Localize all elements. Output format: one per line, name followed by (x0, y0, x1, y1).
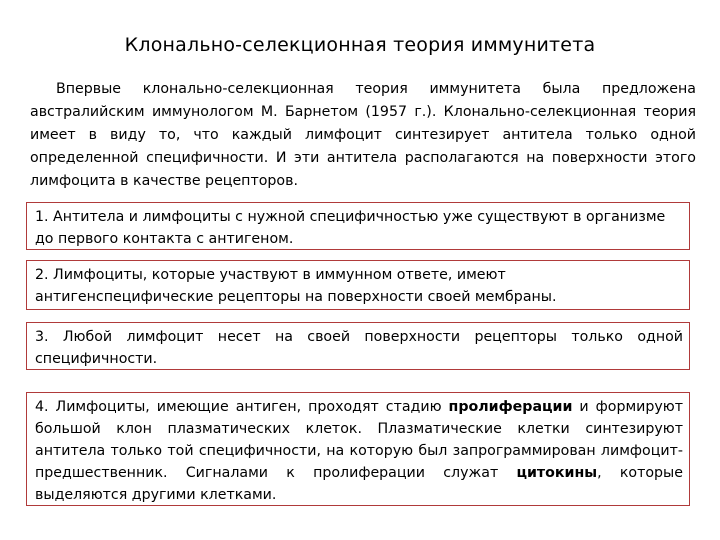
principle-text-3: 3. Любой лимфоцит несет на своей поверхности рецепторы только одной специфичности. (35, 329, 683, 367)
principle-text-4-part3: , которые выделяются другими клетками. (35, 465, 683, 503)
principle-box-4 (26, 392, 690, 506)
principle-box-2 (26, 260, 690, 310)
principle-text-4-part1: 4. Лимфоциты, имеющие антиген, проходят стадию (35, 399, 449, 415)
principle-text-2: 2. Лимфоциты, которые участвуют в иммунном ответе, имеют антигенспецифические рецепторы на поверхности своей мембраны. (35, 267, 557, 305)
page-title: Клонально-селекционная теория иммунитета (124, 34, 596, 56)
principle-box-1 (26, 202, 690, 250)
principle-text-1: 1. Антитела и лимфоциты с нужной специфичностью уже существуют в организме до первого контакта с антигеном. (35, 209, 666, 247)
intro-paragraph: Впервые клонально-селекционная теория иммунитета была предложена австралийским иммунологом М. Барнетом (1957 г.). Клонально-селекционная теория имеет в виду то, что каждый лимфоцит синтезирует антитела только одной определенной специфичности. И эти антитела располагаются на поверхности этого лимфоцита в качестве рецепторов. (30, 81, 696, 189)
principle-box-3 (26, 322, 690, 370)
term-proliferation: пролиферации (448, 399, 573, 415)
principle-text-4-part2: и формируют большой клон плазматических клеток. Плазматические клетки синтезируют антитела только той специфичности, на которую был запрограммирован лимфоцит-предшественник. Сигналами к пролиферации служат (35, 399, 684, 481)
term-cytokines: цитокины (516, 465, 598, 481)
